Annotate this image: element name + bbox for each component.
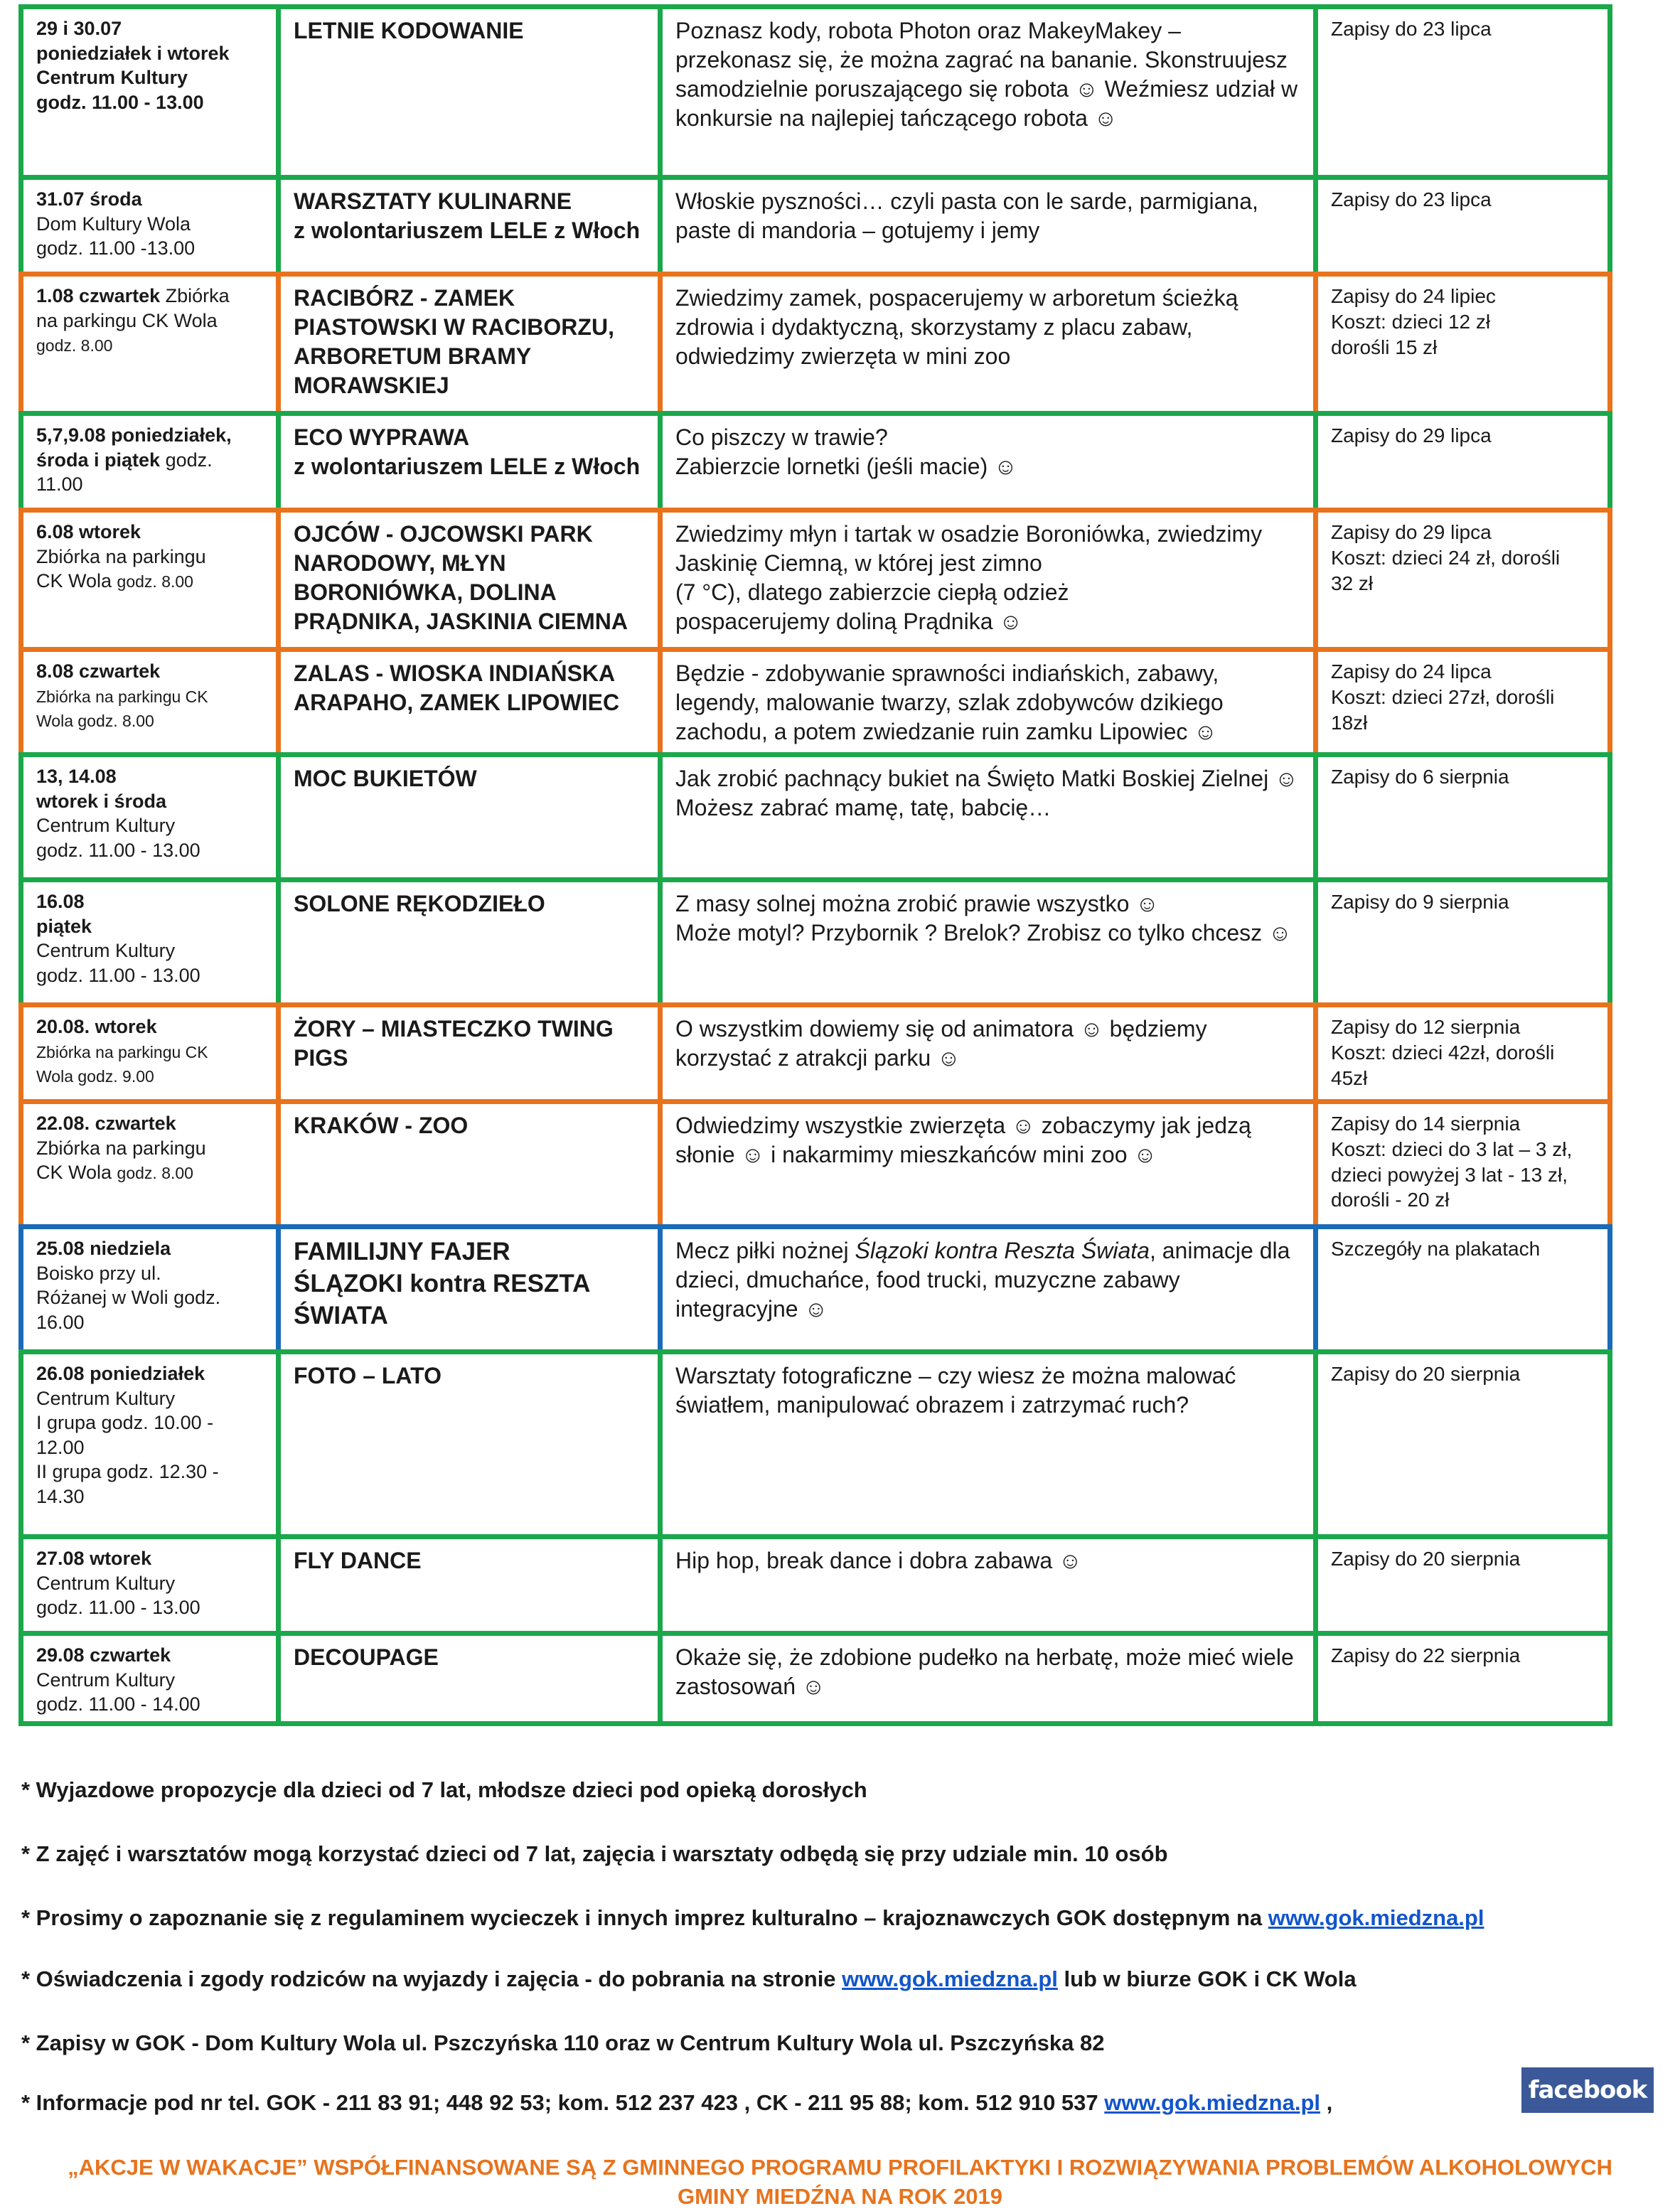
schedule-row [18, 877, 1612, 1002]
event-date-place [18, 1631, 276, 1726]
text-run: Z masy solnej można zrobić prawie wszystko ☺ Może motyl? Przybornik ? Brelok? Zrobisz co tylko chcesz ☺ [675, 891, 1292, 946]
text-run: Zbiórka na parkingu CK Wola [36, 285, 230, 331]
text-run: O wszystkim dowiemy się od animatora ☺ będziemy korzystać z atrakcji parku ☺ [675, 1016, 1207, 1071]
event-title: SOLONE RĘKODZIEŁO [276, 877, 658, 1002]
note-phones-text: * Informacje pod nr tel. GOK - 211 83 91; 448 92 53; kom. 512 237 423 , CK - 211 95 88; kom. 512 910 537 [21, 2090, 1105, 2115]
event-date-place [18, 1224, 276, 1349]
text-run: godz. 8.00 [117, 572, 193, 591]
text-run: Warsztaty fotograficzne – czy wiesz że można malować światłem, manipulować obrazem i zatrzymać ruch? [675, 1363, 1236, 1418]
text-run: 31.07 środa [36, 188, 142, 210]
note-min-participants: * Z zajęć i warsztatów mogą korzystać dzieci od 7 lat, zajęcia i warsztaty odbędą się przy udziale min. 10 osób [21, 1841, 1168, 1866]
text-run: Co piszczy w trawie? Zabierzcie lornetki (jeśli macie) ☺ [675, 424, 1017, 479]
note-registration: * Zapisy w GOK - Dom Kultury Wola ul. Pszczyńska 110 oraz w Centrum Kultury Wola ul. Pszczyńska 82 [21, 2030, 1105, 2055]
schedule-row [18, 647, 1612, 752]
schedule-row [18, 4, 1612, 175]
event-date-place [18, 175, 276, 272]
text-run: Ślązoki kontra Reszta Świata [855, 1238, 1150, 1263]
registration-info: Zapisy do 29 lipca [1313, 411, 1612, 508]
text-run: Mecz piłki nożnej [675, 1238, 855, 1263]
event-description [658, 508, 1313, 647]
schedule-row [18, 1002, 1612, 1099]
text-run: 13, 14.08 wtorek i środa [36, 766, 167, 812]
event-date-place [18, 1099, 276, 1224]
event-title: FLY DANCE [276, 1534, 658, 1631]
event-title: OJCÓW - OJCOWSKI PARK NARODOWY, MŁYN BORONIÓWKA, DOLINA PRĄDNIKA, JASKINIA CIEMNA [276, 508, 658, 647]
event-date-place [18, 877, 276, 1002]
note-regulations [21, 1905, 1484, 1931]
registration-info: Zapisy do 24 lipiec Koszt: dzieci 12 zł dorośli 15 zł [1313, 272, 1612, 411]
event-date-place [18, 508, 276, 647]
text-run: Centrum Kultury godz. 11.00 - 14.00 [36, 1669, 200, 1715]
text-run: Zbiórka na parkingu CK Wola godz. 8.00 [36, 687, 208, 731]
text-run: Boisko przy ul. Różanej w Woli godz. 16.00 [36, 1262, 221, 1333]
registration-info: Zapisy do 24 lipca Koszt: dzieci 27zł, dorośli 18zł [1313, 647, 1612, 752]
event-description [658, 752, 1313, 877]
registration-info: Zapisy do 9 sierpnia [1313, 877, 1612, 1002]
event-title: MOC BUKIETÓW [276, 752, 658, 877]
registration-info: Zapisy do 29 lipca Koszt: dzieci 24 zł, dorośli 32 zł [1313, 508, 1612, 647]
text-run: Odwiedzimy wszystkie zwierzęta ☺ zobaczymy jak jedzą słonie ☺ i nakarmimy mieszkańców mini zoo ☺ [675, 1113, 1251, 1167]
activity-schedule-table [18, 4, 1612, 1726]
text-run: 16.08 piątek [36, 891, 92, 937]
text-run: Centrum Kultury godz. 11.00 - 13.00 [36, 815, 200, 861]
registration-info: Szczegóły na plakatach [1313, 1224, 1612, 1349]
event-description [658, 272, 1313, 411]
registration-info: Zapisy do 20 sierpnia [1313, 1349, 1612, 1534]
text-run: 6.08 wtorek [36, 521, 141, 542]
event-description [658, 1002, 1313, 1099]
schedule-row [18, 1349, 1612, 1534]
text-run: 29 i 30.07 poniedziałek i wtorek Centrum Kultury godz. 11.00 - 13.00 [36, 18, 230, 113]
event-description [658, 1224, 1313, 1349]
text-run: 1.08 czwartek [36, 285, 161, 306]
event-description [658, 1631, 1313, 1726]
event-description [658, 411, 1313, 508]
registration-info: Zapisy do 23 lipca [1313, 175, 1612, 272]
note-phones-tail: , [1320, 2090, 1333, 2115]
text-run: Zwiedzimy młyn i tartak w osadzie Boroniówka, zwiedzimy Jaskinię Ciemną, w której jest zimno (7 °C), dlatego zabierzcie ciepłą odzież pospacerujemy doliną Prądnika ☺ [675, 521, 1263, 634]
text-run: Okaże się, że zdobione pudełko na herbatę, może mieć wiele zastosowań ☺ [675, 1644, 1294, 1699]
text-run: Zbiórka na parkingu CK Wola godz. 9.00 [36, 1042, 208, 1086]
text-run: godz. 8.00 [117, 1164, 193, 1183]
registration-info: Zapisy do 22 sierpnia [1313, 1631, 1612, 1726]
schedule-row [18, 1224, 1612, 1349]
event-description [658, 4, 1313, 175]
event-date-place [18, 1002, 276, 1099]
text-run: Dom Kultury Wola godz. 11.00 -13.00 [36, 213, 196, 259]
event-description [658, 1534, 1313, 1631]
event-description [658, 175, 1313, 272]
schedule-row [18, 752, 1612, 877]
text-run: Centrum Kultury I grupa godz. 10.00 - 12.00 II grupa godz. 12.30 - 14.30 [36, 1387, 219, 1507]
event-title: ŻORY – MIASTECZKO TWING PIGS [276, 1002, 658, 1099]
event-title: KRAKÓW - ZOO [276, 1099, 658, 1224]
event-title: LETNIE KODOWANIE [276, 4, 658, 175]
text-run: 27.08 wtorek [36, 1548, 152, 1569]
event-title: FOTO – LATO [276, 1349, 658, 1534]
event-title: RACIBÓRZ - ZAMEK PIASTOWSKI W RACIBORZU, ARBORETUM BRAMY MORAWSKIEJ [276, 272, 658, 411]
gok-website-link[interactable]: www.gok.miedzna.pl [1104, 2090, 1320, 2115]
event-date-place [18, 411, 276, 508]
event-description [658, 647, 1313, 752]
event-title: DECOUPAGE [276, 1631, 658, 1726]
event-title: ECO WYPRAWA z wolontariuszem LELE z Włoch [276, 411, 658, 508]
footer-line-1: „AKCJE W WAKACJE” WSPÓŁFINANSOWANE SĄ Z GMINNEGO PROGRAMU PROFILAKTYKI I ROZWIĄZYWANIA PROBLEMÓW ALKOHOLOWYCH [68, 2155, 1612, 2180]
event-date-place [18, 752, 276, 877]
event-date-place [18, 647, 276, 752]
text-run: godz. 11.00 [36, 449, 213, 496]
text-run: Hip hop, break dance i dobra zabawa ☺ [675, 1548, 1082, 1573]
text-run: Zwiedzimy zamek, pospacerujemy w arboretum ścieżką zdrowia i dydaktyczną, skorzystamy z placu zabaw, odwiedzimy zwierzęta w mini zoo [675, 285, 1238, 369]
text-run: 26.08 poniedziałek [36, 1363, 205, 1384]
note-regulations-text: * Prosimy o zapoznanie się z regulaminem wycieczek i innych imprez kulturalno – krajoznawczych GOK dostępnym na [21, 1905, 1268, 1930]
note-contact-phones [21, 2090, 1332, 2116]
text-run: 25.08 niedziela [36, 1238, 171, 1259]
schedule-row [18, 1631, 1612, 1726]
registration-info: Zapisy do 6 sierpnia [1313, 752, 1612, 877]
event-title: WARSZTATY KULINARNE z wolontariuszem LELE z Włoch [276, 175, 658, 272]
registration-info: Zapisy do 20 sierpnia [1313, 1534, 1612, 1631]
note-consent-tail: lub w biurze GOK i CK Wola [1057, 1966, 1357, 1991]
schedule-row [18, 1534, 1612, 1631]
event-description [658, 1099, 1313, 1224]
text-run: Zbiórka na parkingu CK Wola [36, 1137, 206, 1184]
text-run: Włoskie pyszności… czyli pasta con le sarde, parmigiana, paste di mandoria – gotujemy i jemy [675, 188, 1258, 243]
schedule-row [18, 411, 1612, 508]
text-run: Centrum Kultury godz. 11.00 - 13.00 [36, 1572, 200, 1619]
registration-info: Zapisy do 14 sierpnia Koszt: dzieci do 3 lat – 3 zł, dzieci powyżej 3 lat - 13 zł, dorośli - 20 zł [1313, 1099, 1612, 1224]
text-run: godz. 8.00 [36, 336, 113, 355]
event-date-place [18, 4, 276, 175]
event-date-place [18, 272, 276, 411]
text-run: 29.08 czwartek [36, 1644, 171, 1666]
text-run: Centrum Kultury godz. 11.00 - 13.00 [36, 940, 200, 986]
text-run: 20.08. wtorek [36, 1016, 157, 1037]
event-date-place [18, 1349, 276, 1534]
schedule-row [18, 272, 1612, 411]
schedule-row [18, 175, 1612, 272]
text-run: 5,7,9.08 poniedziałek, środa i piątek [36, 424, 232, 471]
note-age-trips: * Wyjazdowe propozycje dla dzieci od 7 lat, młodsze dzieci pod opieką dorosłych [21, 1777, 867, 1802]
text-run: , animacje dla dzieci, dmuchańce, food trucki, muzyczne zabawy integracyjne ☺ [675, 1238, 1290, 1322]
cofinancing-footer [0, 2153, 1680, 2211]
event-date-place [18, 1534, 276, 1631]
registration-info: Zapisy do 23 lipca [1313, 4, 1612, 175]
text-run: Poznasz kody, robota Photon oraz MakeyMakey – przekonasz się, że można zagrać na bananie. Skonstruujesz samodzielnie poruszającego się robota ☺ Weźmiesz udział w konkursie na najlepiej tańczącego robota ☺ [675, 18, 1298, 131]
text-run: Będzie - zdobywanie sprawności indiańskich, zabawy, legendy, malowanie twarzy, szlak zdobywców dzikiego zachodu, a potem zwiedzanie ruin zamku Lipowiec ☺ [675, 660, 1224, 744]
schedule-row [18, 508, 1612, 647]
text-run: Jak zrobić pachnący bukiet na Święto Matki Boskiej Zielnej ☺ Możesz zabrać mamę, tatę, babcię… [675, 766, 1298, 820]
registration-info: Zapisy do 12 sierpnia Koszt: dzieci 42zł, dorośli 45zł [1313, 1002, 1612, 1099]
gok-website-link[interactable]: www.gok.miedzna.pl [842, 1966, 1058, 1991]
text-run: Zbiórka na parkingu CK Wola [36, 545, 206, 592]
event-description [658, 877, 1313, 1002]
text-run: 8.08 czwartek [36, 660, 161, 682]
footer-line-2: GMINY MIEDŹNA NA ROK 2019 [677, 2184, 1003, 2210]
text-run: 22.08. czwartek [36, 1113, 176, 1134]
facebook-logo[interactable]: facebook [1521, 2067, 1654, 2113]
note-consent-text: * Oświadczenia i zgody rodziców na wyjazdy i zajęcia - do pobrania na stronie [21, 1966, 842, 1991]
gok-website-link[interactable]: www.gok.miedzna.pl [1268, 1905, 1484, 1930]
event-description [658, 1349, 1313, 1534]
schedule-row [18, 1099, 1612, 1224]
event-title: FAMILIJNY FAJER ŚLĄZOKI kontra RESZTA ŚWIATA [276, 1224, 658, 1349]
event-title: ZALAS - WIOSKA INDIAŃSKA ARAPAHO, ZAMEK LIPOWIEC [276, 647, 658, 752]
note-parent-consent [21, 1966, 1357, 1992]
